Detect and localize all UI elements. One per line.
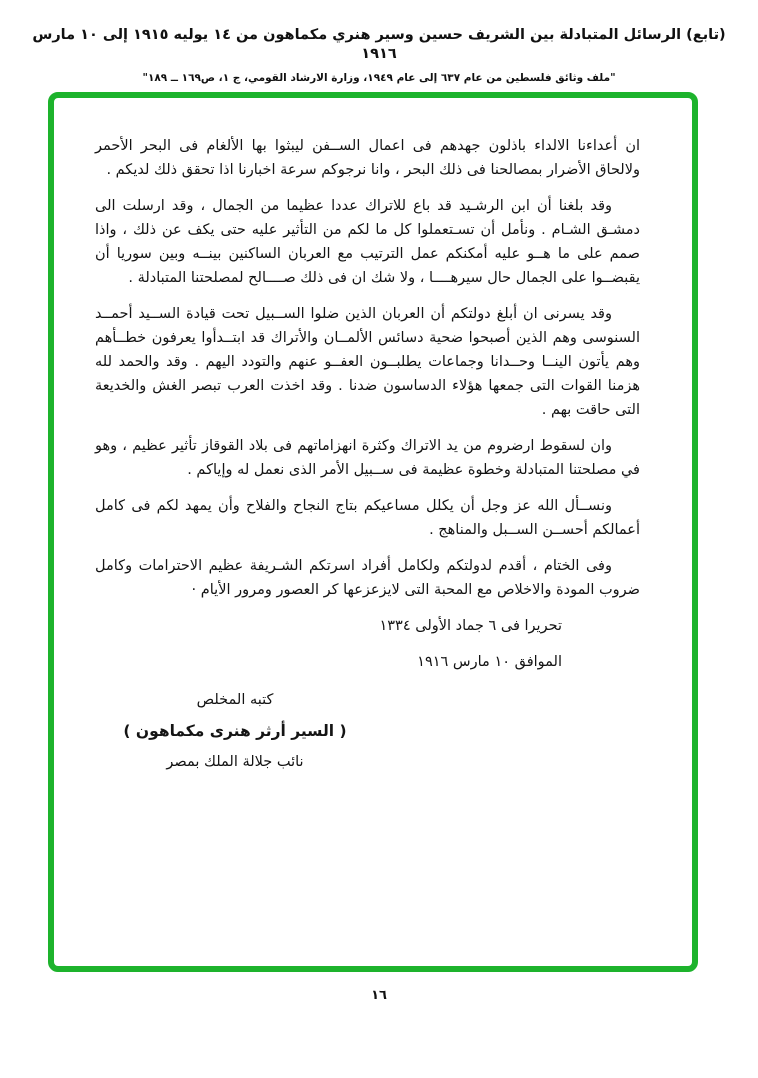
letter-paragraph-6: وفى الختام ، أقدم لدولتكم ولكامل أفراد اسرتكم الشـريفة عظيم الاحترامات وكامل ضروب المودة والاخلاص مع المحبة التى لايزعزعها كر العصور ومرور الأيام · — [95, 558, 640, 598]
signature-name: ( السير أرثر هنرى مكماهون ) — [123, 722, 347, 740]
page-header — [20, 26, 738, 84]
document-title: (تابع) الرسائل المتبادلة بين الشريف حسين وسير هنري مكماهون من ١٤ يوليه ١٩١٥ إلى ١٠ مارس ١٩١٦ — [32, 27, 726, 62]
signature-title: نائب جلالة الملك بمصر — [166, 754, 304, 770]
letter-paragraph-5: ونســأل الله عز وجل أن يكلل مساعيكم بتاج النجاح والفلاح وأن يمهد لكم فى كامل أعمالكم أحســن الســبل والمناهج . — [95, 498, 640, 538]
letter-paragraph-3: وقد يسرنى ان أبلغ دولتكم أن العربان الذين ضلوا الســبيل تحت قيادة الســيد أحمــد السنوسى وهم الذين أصبحوا ضحية دسائس الألمــان والأتراك قد ابتــدأوا يعرفون خطــأهم وهم يأتون الينــا وحــدانا وجماعات يطلبــون العفــو عنهم والتودد اليهم . وقد والحمد لله هزمنا القوات التى جمعها هؤلاء الدساسون ضدنا . وقد اخذت العرب تبصر الغش والخديعة التى حاقت بهم . — [95, 306, 640, 418]
letter-dates — [95, 614, 640, 674]
date-gregorian: الموافق ١٠ مارس ١٩١٦ — [417, 654, 562, 670]
date-hijri: تحريرا فى ٦ جماد الأولى ١٣٣٤ — [379, 618, 562, 634]
signature-block — [95, 688, 375, 774]
green-frame — [48, 92, 698, 972]
source-caption: "ملف وثائق فلسطين من عام ٦٣٧ إلى عام ١٩٤٩، وزارة الارشاد القومي، ج ١، ص١٦٩ ــ ١٨٩" — [142, 71, 616, 84]
letter-paragraph-1: ان أعداءنا الالداء باذلون جهدهم فى اعمال الســفن ليبثوا بها الألغام فى البحر الأحمر ولالحاق الأضرار بمصالحنا فى ذلك البحر ، وانا نرجوكم سرعة اخبارنا اذا تحقق ذلك لديكم . — [95, 138, 640, 178]
letter-body — [95, 134, 640, 781]
letter-paragraph-4: وان لسقوط ارضروم من يد الاتراك وكثرة انهزاماتهم فى بلاد القوقاز تأثير عظيم ، وهو في مصلحتنا المتبادلة وخطوة عظيمة فى ســبيل الأمر الذى نعمل له وإياكم . — [95, 438, 640, 478]
page-number: ١٦ — [371, 988, 387, 1003]
letter-paragraph-2: وقد بلغنا أن ابن الرشـيد قد باع للاتراك عددا عظيما من الجمال ، وقد ارسلت الى دمشـق الشـام . ونأمل أن تسـتعملوا كل ما لكم من التأثير عليه حتى يكف عن ذلك ، واذا صمم على ما هــو عليه أمكنكم عمل الترتيب مع العربان الساكنين بينــه وبين سوريا أن يقبضــوا على الجمال حال سيرهــــا ، ولا شك ان فى ذلك صــــالح لمصلحتنا المتبادلة . — [95, 198, 640, 286]
signature-intro: كتبه المخلص — [196, 692, 274, 708]
